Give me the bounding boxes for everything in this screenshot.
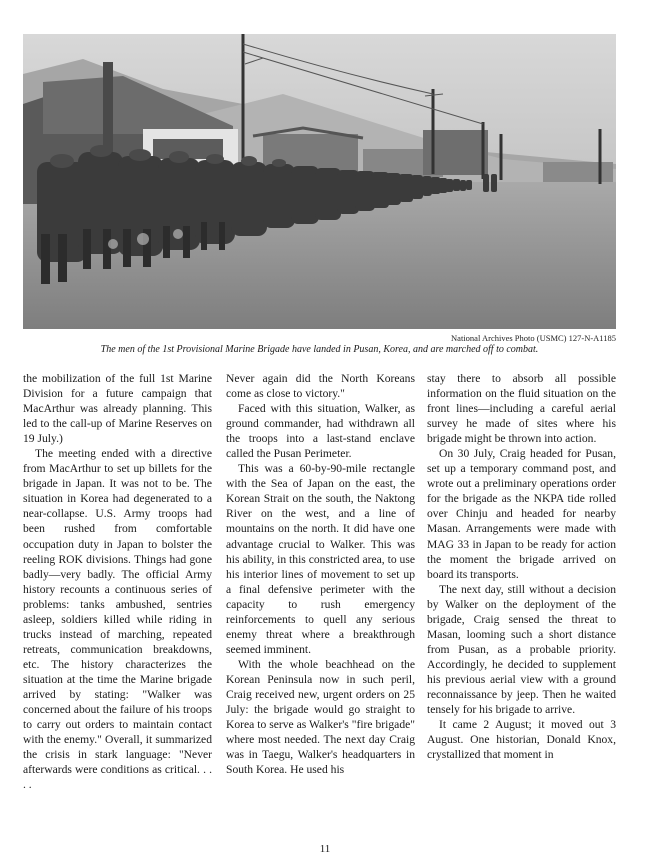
paragraph: Faced with this situation, Walker, as ground commander, had withdrawn all the troops into a last-stand enclave called the Pusan Perimeter. (226, 402, 415, 461)
text-column-3 (427, 371, 616, 762)
paragraph: stay there to absorb all possible information on the fluid situation on the front lines—including a careful aerial survey he made of sites where his brigade might be thrown into action. (427, 372, 616, 446)
paragraph: the mobilization of the full 1st Marine Division for a future campaign that MacArthur was already planning. This led to the call-up of Marine Reserves on 19 July.) (23, 372, 212, 446)
text-column-1 (23, 371, 212, 792)
street-scene-image (23, 34, 616, 329)
paragraph: This was a 60-by-90-mile rectangle with the Sea of Japan on the east, the Korean Strait on the south, the Naktong River on the west, and a line of mountains on the north. It did have one advantage crucial to Walker. This was his ability, in this constricted area, to use his interior lines of movement to set up a final defensive perimeter with the capacity to rush emergency reinforcements to quell any serious enemy threat where a breakthrough seemed imminent. (226, 462, 415, 656)
photo-caption: The men of the 1st Provisional Marine Brigade have landed in Pusan, Korea, and are marched off to combat. (100, 344, 539, 355)
paragraph: It came 2 August; it moved out 3 August. One historian, Donald Knox, crystallized that moment in (427, 718, 616, 762)
text-column-2 (226, 371, 415, 777)
paragraph: On 30 July, Craig headed for Pusan, set up a temporary command post, and wrote out a preliminary operations order for the brigade as the NKPA tide rolled over Chinju and headed for nearby Masan. Arrangements were made with MAG 33 in Japan to be ready for action the moment the brigade arrived on board its transports. (427, 447, 616, 581)
paragraph: Never again did the North Koreans come as close to victory." (226, 372, 415, 401)
photo-credit: National Archives Photo (USMC) 127-N-A1185 (451, 333, 616, 343)
paragraph: With the whole beachhead on the Korean Peninsula now in such peril, Craig received new, urgent orders on 25 July: the brigade would go straight to Korea to serve as Walker's "fire brigade" where most needed. The next day Craig was in Taegu, Walker's headquarters in South Korea. He used his (226, 657, 415, 777)
page-number: 11 (319, 843, 331, 855)
paragraph: The meeting ended with a directive from MacArthur to set up billets for the brigade in Japan. It was not to be. The situation in Korea had degenerated to a near-collapse. U.S. Army troops had been rushed from comfortable occupation duty in Japan to bolster the reeling ROK divisions. Things had gone badly—very badly. The official Army history recounts a continuous series of problems: tanks ambushed, sentries asleep, soldiers killed while riding in trucks instead of marching, repeated retreats, communication breakdowns, etc. The history characterizes the situation at the time the Marine brigade arrived by stating: "Walker was concerned about the failure of his troops to carry out orders to maintain contact with the enemy." Overall, it summarized the crisis in stark language: "Never afterwards were conditions as critical. . . . . (23, 447, 212, 792)
photograph-marines-marching (23, 34, 616, 329)
paragraph: The next day, still without a decision by Walker on the deployment of the brigade, Craig sensed the threat to Masan, looming such a short distance from Pusan, as a probable priority. Accordingly, he decided to supplement his previous aerial view with a ground reconnaissance by jeep. Then he waited tensely for his brigade to arrive. (427, 582, 616, 717)
